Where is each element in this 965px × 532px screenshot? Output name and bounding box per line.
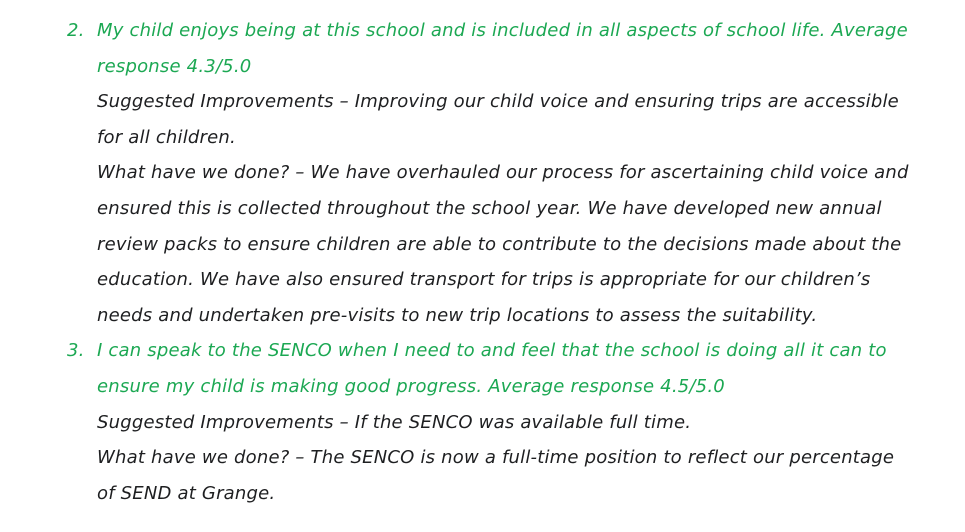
question-text: My child enjoys being at this school and is included in all aspects of school life. Average response 4.3/5.0 [97,20,908,77]
what-have-we-done-text: What have we done? – We have overhauled our process for ascertaining child voice and ensured this is collected throughout the school year. We have developed new annual review packs to ensure children are able to contribute to the decisions made about the education. We have also ensured transport for trips is appropriate for our children’s needs and undertaken pre-visits to new trip locations to assess the suitability. [97,162,909,326]
list-item-2 [67,13,915,333]
suggested-improvements-text: Suggested Improvements – If the SENCO was available full time. [97,411,692,433]
suggested-improvements-text: Suggested Improvements – Improving our child voice and ensuring trips are accessible for all children. [97,91,899,148]
item-number: 2. [67,20,85,41]
list-item-3 [67,333,915,511]
item-number: 3. [67,340,85,362]
question-text: I can speak to the SENCO when I need to and feel that the school is doing all it can to ensure my child is making good progress. Average response 4.5/5.0 [97,340,887,397]
what-have-we-done-text: What have we done? – The SENCO is now a full-time position to reflect our percentage of SEND at Grange. [97,447,895,504]
